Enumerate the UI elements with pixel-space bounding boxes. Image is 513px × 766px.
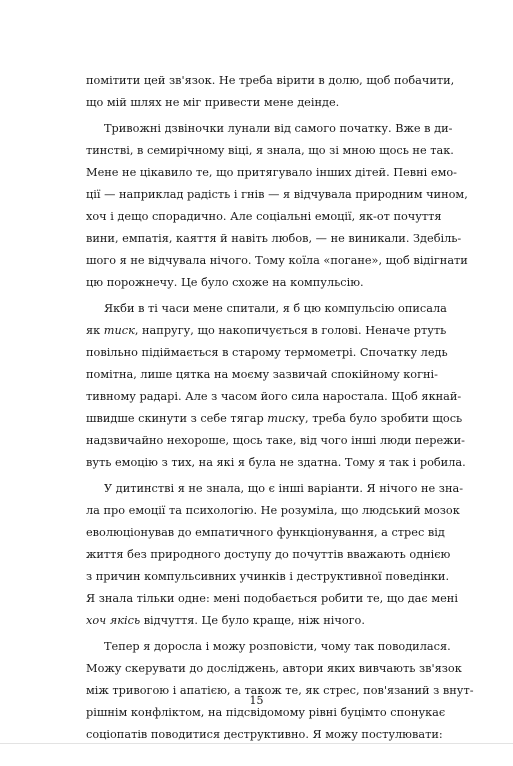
body-text bbox=[86, 70, 474, 746]
text-line: тинстві, в семирічному віці, я знала, що зі мною щось не так. bbox=[86, 144, 454, 157]
text-line: соціопатів поводитися деструктивно. Я можу постулювати: bbox=[86, 728, 443, 741]
text-line: Можу скерувати до досліджень, автори яких вивчають зв'язок bbox=[86, 662, 462, 675]
text-line: ла про емоції та психологію. Не розуміла, що людський мозок bbox=[86, 504, 460, 517]
text-line: хоч якісь відчуття. Це було краще, ніж нічого. bbox=[86, 614, 365, 627]
text-line: швидше скинути з себе тягар тиску, треба було зробити щось bbox=[86, 412, 463, 425]
text-line: Мене не цікавило те, що притягувало інших дітей. Певні емо- bbox=[86, 166, 457, 179]
text-line: тивному радарі. Але з часом його сила наростала. Щоб якнай- bbox=[86, 390, 462, 403]
page-bottom-divider bbox=[0, 743, 513, 744]
text-line: помітити цей зв'язок. Не треба вірити в долю, щоб побачити, bbox=[86, 74, 455, 87]
text-line: вуть емоцію з тих, на які я була не здатна. Тому я так і робила. bbox=[86, 456, 466, 469]
text-line: як тиск, напругу, що накопичується в голові. Неначе ртуть bbox=[86, 324, 447, 337]
text-line: рішнім конфліктом, на підсвідомому рівні буцімто спонукає bbox=[86, 706, 446, 719]
text-line: Якби в ті часи мене спитали, я б цю компульсію описала bbox=[104, 302, 447, 315]
text-line: вини, емпатія, каяття й навіть любов, — не виникали. Здебіль- bbox=[86, 232, 462, 245]
text-line: життя без природного доступу до почуттів вважають однією bbox=[86, 548, 451, 561]
text-line: ції — наприклад радість і гнів — я відчувала природним чином, bbox=[86, 188, 468, 201]
text-line: Тривожні дзвіночки лунали від самого початку. Вже в ди- bbox=[104, 122, 453, 135]
text-line: хоч і дещо спорадично. Але соціальні емоції, як-от почуття bbox=[86, 210, 442, 223]
text-line: помітна, лише цятка на моєму зазвичай спокійному когні- bbox=[86, 368, 438, 381]
text-line: повільно підіймається в старому термометрі. Спочатку ледь bbox=[86, 346, 448, 359]
text-line: з причин компульсивних учинків і деструктивної поведінки. bbox=[86, 570, 450, 583]
text-line: надзвичайно нехороше, щось таке, від чого інші люди пережи- bbox=[86, 434, 465, 447]
page-number: 15 bbox=[249, 694, 264, 707]
text-line: У дитинстві я не знала, що є інші варіанти. Я нічого не зна- bbox=[104, 482, 464, 495]
text-line: що мій шлях не міг привести мене деінде. bbox=[86, 96, 340, 109]
italic-phrase: хоч якісь bbox=[86, 614, 141, 627]
italic-phrase: тиск bbox=[103, 324, 135, 337]
text-line: між тривогою і апатією, а також те, як стрес, пов'язаний з внут- bbox=[86, 684, 474, 697]
text-line: цю порожнечу. Це було схоже на компульсію. bbox=[86, 276, 364, 289]
text-line: еволюціонував до емпатичного функціонування, а стрес від bbox=[86, 526, 445, 539]
italic-phrase: тиск bbox=[267, 412, 299, 425]
text-line: Я знала тільки одне: мені подобається робити те, що дає мені bbox=[86, 592, 458, 605]
text-line: шого я не відчувала нічого. Тому коїла «погане», щоб відігнати bbox=[86, 254, 468, 267]
text-line: Тепер я доросла і можу розповісти, чому так поводилася. bbox=[104, 640, 451, 653]
